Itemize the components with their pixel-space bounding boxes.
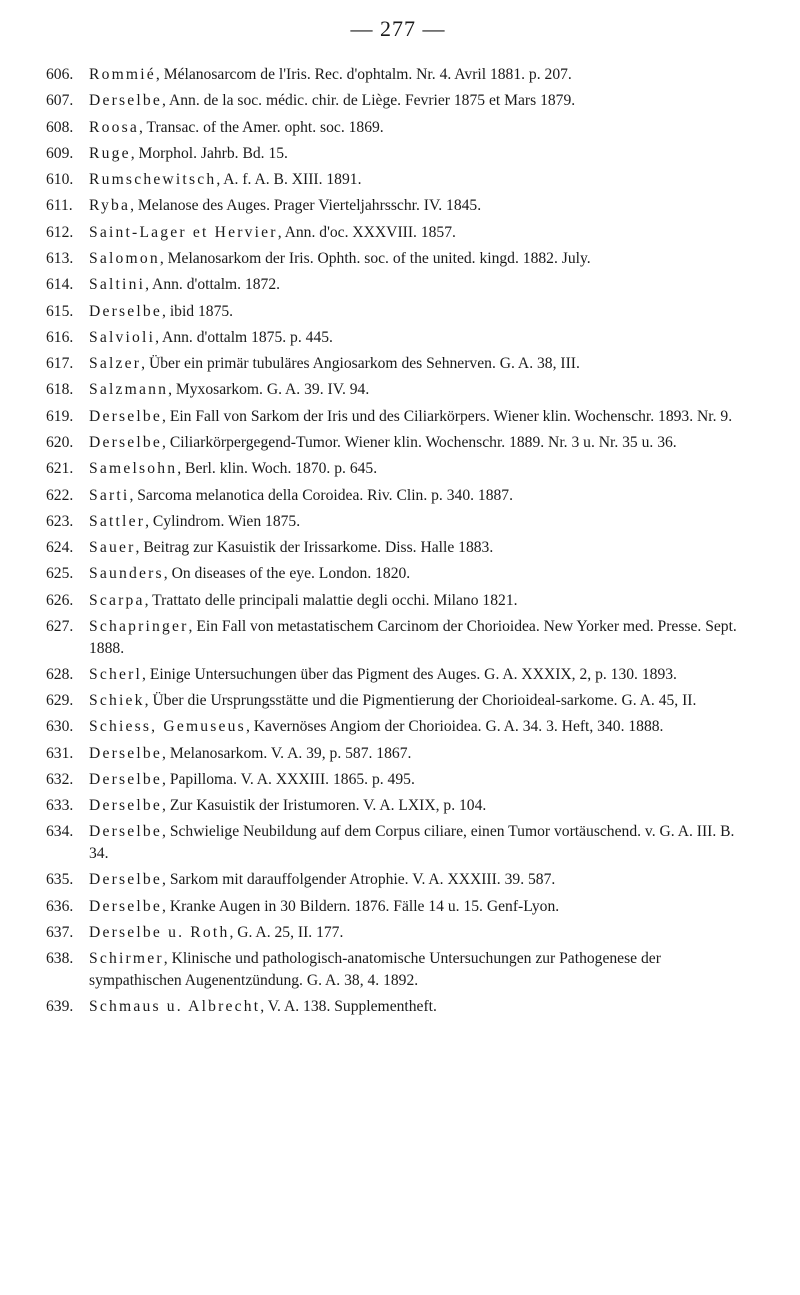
entry-text (89, 353, 750, 375)
entry-author: Derselbe (89, 797, 163, 815)
bibliography-entry (46, 143, 750, 165)
entry-citation: , Beitrag zur Kasuistik der Irissarkome. Diss. Halle 1883. (135, 539, 494, 557)
bibliography-entry (46, 117, 750, 139)
bibliography-entry (46, 485, 750, 507)
entry-number: 624. (46, 539, 74, 557)
entry-citation: , Über ein primär tubuläres Angiosarkom des Sehnerven. G. A. 38, III. (141, 355, 580, 373)
entry-text (89, 169, 750, 191)
entry-author: Scherl (89, 665, 143, 683)
entry-number: 614. (46, 276, 74, 294)
bibliography-entry (46, 869, 750, 891)
entry-citation: , Myxosarkom. G. A. 39. IV. 94. (168, 381, 370, 399)
entry-text (89, 458, 750, 480)
entry-text (89, 274, 750, 296)
bibliography-entry (46, 590, 750, 612)
entry-author: Derselbe (89, 823, 163, 841)
entry-text (89, 301, 750, 323)
entry-number: 625. (46, 565, 74, 583)
entry-text (89, 922, 750, 944)
entry-citation: , On diseases of the eye. London. 1820. (163, 565, 411, 583)
entry-number: 630. (46, 718, 74, 736)
entry-text (89, 90, 750, 112)
entry-citation: , Melanose des Auges. Prager Vierteljahrsschr. IV. 1845. (130, 197, 482, 215)
entry-text (89, 948, 750, 991)
bibliography-entry (46, 616, 750, 659)
entry-citation: , Zur Kasuistik der Iristumoren. V. A. LXIX, p. 104. (162, 797, 487, 815)
entry-author: Saunders (89, 565, 164, 583)
entry-author: Samelsohn (89, 460, 178, 478)
bibliography-entry (46, 353, 750, 375)
entry-text (89, 143, 750, 165)
entry-author: Scarpa (89, 591, 145, 609)
entry-author: Derselbe (89, 770, 163, 788)
entry-citation: , Kranke Augen in 30 Bildern. 1876. Fälle 14 u. 15. Genf-Lyon. (162, 897, 560, 915)
entry-citation: , Papilloma. V. A. XXXIII. 1865. p. 495. (162, 770, 415, 788)
entry-number: 628. (46, 665, 74, 683)
bibliography-entry (46, 90, 750, 112)
bibliography-entry (46, 195, 750, 217)
entry-number: 607. (46, 92, 74, 110)
entry-number: 631. (46, 744, 74, 762)
page-number: — 277 — (350, 16, 446, 41)
entry-text (89, 195, 750, 217)
entry-citation: , Ann. d'ottalm 1875. p. 445. (155, 328, 333, 346)
entry-number: 635. (46, 871, 74, 889)
entry-author: Rumschewitsch (89, 171, 217, 189)
bibliography-entry (46, 327, 750, 349)
entry-author: Roosa (89, 118, 139, 136)
bibliography-list (46, 64, 750, 1018)
bibliography-entry (46, 896, 750, 918)
entry-author: Derselbe u. Roth (89, 923, 230, 941)
entry-text (89, 511, 750, 533)
entry-citation: , Mélanosarcom de l'Iris. Rec. d'ophtalm. Nr. 4. Avril 1881. p. 207. (155, 66, 572, 83)
entry-number: 608. (46, 118, 74, 136)
entry-citation: , Cylindrom. Wien 1875. (145, 512, 301, 530)
entry-citation: , Melanosarkom. V. A. 39, p. 587. 1867. (162, 744, 412, 762)
entry-number: 638. (46, 950, 74, 968)
entry-author: Rommié (89, 66, 156, 83)
entry-citation: , Kavernöses Angiom der Chorioidea. G. A. 34. 3. Heft, 340. 1888. (245, 718, 664, 736)
entry-text (89, 896, 750, 918)
entry-citation: , Ann. d'ottalm. 1872. (145, 276, 281, 294)
entry-number: 621. (46, 460, 74, 478)
bibliography-entry (46, 511, 750, 533)
bibliography-entry (46, 537, 750, 559)
entry-number: 639. (46, 998, 74, 1016)
entry-citation: , G. A. 25, II. 177. (229, 923, 344, 941)
bibliography-entry (46, 406, 750, 428)
entry-number: 606. (46, 66, 74, 83)
entry-citation: , Ein Fall von metastatischem Carcinom der Chorioidea. New Yorker med. Presse. Sept. 1888. (89, 617, 737, 657)
entry-text (89, 563, 750, 585)
entry-author: Derselbe (89, 92, 163, 110)
bibliography-entry (46, 996, 750, 1018)
entry-author: Derselbe (89, 407, 163, 425)
entry-number: 627. (46, 617, 74, 635)
entry-author: Salomon (89, 249, 160, 267)
entry-citation: , Morphol. Jahrb. Bd. 15. (130, 144, 288, 162)
entry-number: 617. (46, 355, 74, 373)
entry-text (89, 590, 750, 612)
entry-author: Derselbe (89, 302, 163, 320)
entry-author: Saltini (89, 276, 146, 294)
entry-text (89, 117, 750, 139)
entry-citation: , Sarcoma melanotica della Coroidea. Riv. Clin. p. 340. 1887. (129, 486, 514, 504)
bibliography-entry (46, 248, 750, 270)
entry-number: 612. (46, 223, 74, 241)
entry-text (89, 690, 750, 712)
entry-citation: , V. A. 138. Supplementheft. (260, 998, 437, 1016)
bibliography-entry (46, 769, 750, 791)
entry-number: 620. (46, 433, 74, 451)
entry-text (89, 248, 750, 270)
entry-text (89, 222, 750, 244)
entry-text (89, 537, 750, 559)
entry-citation: , Ciliarkörpergegend-Tumor. Wiener klin. Wochenschr. 1889. Nr. 3 u. Nr. 35 u. 36. (162, 433, 677, 451)
entry-citation: , Ann. d'oc. XXXVIII. 1857. (277, 223, 456, 241)
entry-text (89, 485, 750, 507)
entry-citation: , Melanosarkom der Iris. Ophth. soc. of the united. kingd. 1882. July. (159, 249, 591, 267)
bibliography-entry (46, 664, 750, 686)
bibliography-entry (46, 743, 750, 765)
entry-text (89, 664, 750, 686)
entry-number: 610. (46, 171, 74, 189)
entry-author: Schiek (89, 692, 145, 710)
entry-author: Salzer (89, 355, 142, 373)
entry-author: Schapringer (89, 617, 189, 635)
entry-citation: , Klinische und pathologisch-anatomische Untersuchungen zur Pathogenese der sympathischen Augenentzündung. G. A. 38, 4. 1892. (89, 950, 661, 989)
entry-author: Sarti (89, 486, 130, 504)
bibliography-entry (46, 379, 750, 401)
entry-number: 632. (46, 770, 74, 788)
entry-number: 609. (46, 144, 74, 162)
entry-text (89, 327, 750, 349)
entry-text (89, 432, 750, 454)
bibliography-entry (46, 563, 750, 585)
entry-number: 633. (46, 797, 74, 815)
entry-author: Derselbe (89, 897, 163, 915)
entry-number: 626. (46, 591, 74, 609)
entry-number: 622. (46, 486, 74, 504)
entry-author: Sattler (89, 512, 146, 530)
entry-author: Salzmann (89, 381, 169, 399)
entry-text (89, 406, 750, 428)
bibliography-entry (46, 64, 750, 86)
entry-text (89, 869, 750, 891)
entry-text (89, 795, 750, 817)
entry-text (89, 769, 750, 791)
entry-citation: , Über die Ursprungsstätte und die Pigmentierung der Chorioideal-sarkome. G. A. 45, II. (144, 692, 697, 710)
entry-text (89, 379, 750, 401)
entry-number: 611. (46, 197, 73, 215)
entry-number: 623. (46, 512, 74, 530)
entry-number: 636. (46, 897, 74, 915)
bibliography-entry (46, 795, 750, 817)
entry-number: 619. (46, 407, 74, 425)
bibliography-entry (46, 432, 750, 454)
entry-citation: , Schwielige Neubildung auf dem Corpus ciliare, einen Tumor vortäuschend. v. G. A. III. B. 34. (89, 823, 735, 863)
entry-number: 615. (46, 302, 74, 320)
entry-citation: , Ann. de la soc. médic. chir. de Liège. Fevrier 1875 et Mars 1879. (162, 92, 576, 110)
entry-author: Schiess, Gemuseus (89, 718, 246, 736)
bibliography-entry (46, 821, 750, 864)
bibliography-entry (46, 922, 750, 944)
entry-text (89, 616, 750, 659)
bibliography-entry (46, 301, 750, 323)
entry-text (89, 996, 750, 1018)
bibliography-entry (46, 948, 750, 991)
entry-author: Salvioli (89, 328, 156, 346)
entry-citation: , Einige Untersuchungen über das Pigment des Auges. G. A. XXXIX, 2, p. 130. 1893. (142, 665, 677, 683)
entry-author: Ruge (89, 144, 131, 162)
entry-number: 629. (46, 692, 74, 710)
entry-author: Derselbe (89, 871, 163, 889)
entry-author: Schmaus u. Albrecht (89, 998, 261, 1016)
bibliography-entry (46, 274, 750, 296)
entry-author: Schirmer (89, 950, 164, 968)
entry-number: 634. (46, 823, 74, 841)
bibliography-entry (46, 716, 750, 738)
entry-author: Sauer (89, 539, 136, 557)
entry-author: Derselbe (89, 433, 163, 451)
entry-citation: , Transac. of the Amer. opht. soc. 1869. (138, 118, 384, 136)
bibliography-entry (46, 690, 750, 712)
entry-number: 616. (46, 328, 74, 346)
entry-number: 637. (46, 923, 74, 941)
entry-text (89, 821, 750, 864)
entry-text (89, 743, 750, 765)
entry-citation: , Ein Fall von Sarkom der Iris und des Ciliarkörpers. Wiener klin. Wochenschr. 1893. Nr. 9. (162, 407, 733, 425)
entry-author: Ryba (89, 197, 131, 215)
bibliography-entry (46, 458, 750, 480)
entry-citation: , Sarkom mit darauffolgender Atrophie. V. A. XXXIII. 39. 587. (162, 871, 556, 889)
entry-citation: , A. f. A. B. XIII. 1891. (216, 171, 362, 189)
bibliography-entry (46, 169, 750, 191)
entry-number: 618. (46, 381, 74, 399)
entry-author: Saint-Lager et Hervier (89, 223, 278, 241)
entry-text (89, 64, 750, 86)
entry-citation: , Berl. klin. Woch. 1870. p. 645. (177, 460, 378, 478)
entry-text (89, 716, 750, 738)
entry-author: Derselbe (89, 744, 163, 762)
entry-citation: , Trattato delle principali malattie degli occhi. Milano 1821. (144, 591, 518, 609)
bibliography-entry (46, 222, 750, 244)
entry-citation: , ibid 1875. (162, 302, 234, 320)
entry-number: 613. (46, 249, 74, 267)
